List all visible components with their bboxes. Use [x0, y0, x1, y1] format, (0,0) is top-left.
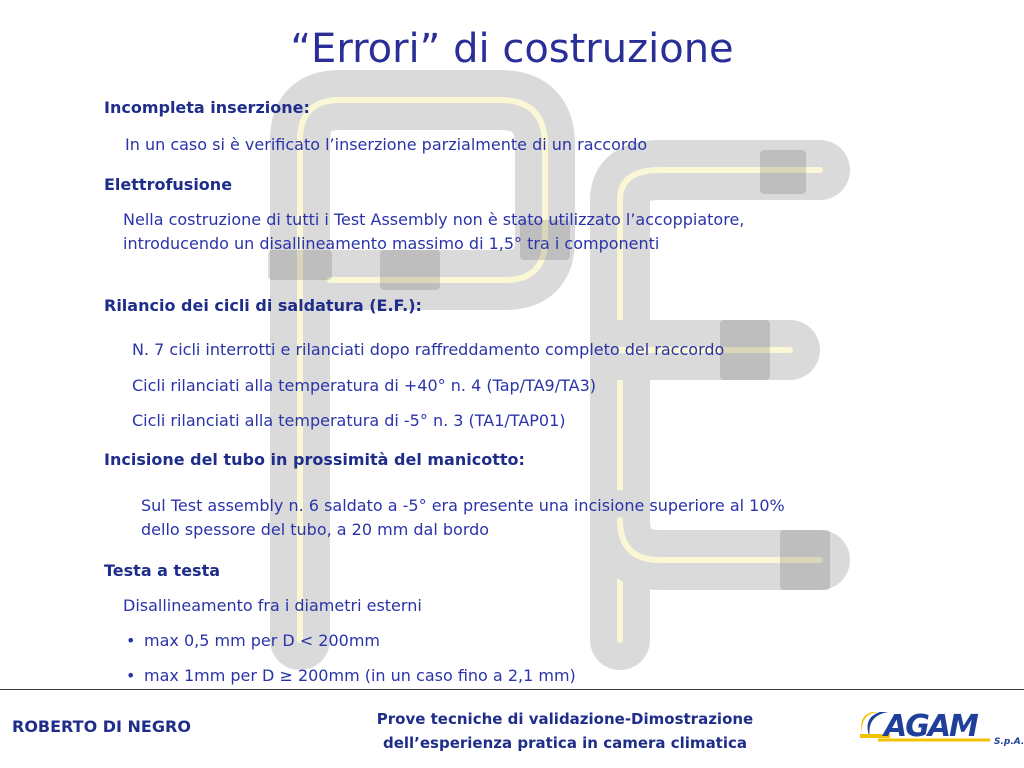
bullet-text: max 0,5 mm per D < 200mm [144, 631, 381, 650]
bullet-text: max 1mm per D ≥ 200mm (in un caso fino a 2,1 mm) [144, 666, 576, 685]
bullet-dot-icon: • [126, 666, 136, 685]
footer-author: ROBERTO DI NEGRO [12, 717, 191, 736]
list-item: N. 7 cicli interrotti e rilanciati dopo raffreddamento completo del raccordo [132, 340, 725, 359]
svg-text:S.p.A.: S.p.A. [994, 737, 1024, 747]
agam-logo [858, 704, 1024, 748]
footer-caption-line: Prove tecniche di validazione-Dimostrazione [376, 710, 754, 728]
bullet-item [126, 666, 576, 685]
footer-caption [290, 707, 840, 755]
section-heading-elettrofusione: Elettrofusione [104, 175, 233, 194]
slide-title: “Errori” di costruzione [290, 26, 734, 72]
section-text: Disallineamento fra i diametri esterni [123, 596, 422, 615]
bullet-dot-icon: • [126, 631, 136, 650]
section-heading-incisione-tubo: Incisione del tubo in prossimità del manicotto: [104, 450, 525, 469]
footer-divider [0, 689, 1024, 690]
bullet-item [126, 631, 380, 650]
footer-caption-line: dell’esperienza pratica in camera climatica [382, 734, 748, 752]
list-item: Cicli rilanciati alla temperatura di +40° n. 4 (Tap/TA9/TA3) [132, 376, 596, 395]
section-text: In un caso si è verificato l’inserzione parzialmente di un raccordo [125, 135, 648, 154]
section-heading-incompleta-inserzione: Incompleta inserzione: [104, 98, 310, 117]
svg-text:AGAM: AGAM [884, 709, 977, 744]
section-heading-testa-a-testa: Testa a testa [104, 561, 221, 580]
section-text: Sul Test assembly n. 6 saldato a -5° era presente una incisione superiore al 10% dello spessore del tubo, a 20 mm dal bordo [141, 496, 785, 539]
section-heading-rilancio-cicli: Rilancio dei cicli di saldatura (E.F.): [104, 296, 422, 315]
list-item: Cicli rilanciati alla temperatura di -5° n. 3 (TA1/TAP01) [132, 411, 566, 430]
section-text: Nella costruzione di tutti i Test Assembly non è stato utilizzato l’accoppiatore, introducendo un disallineamento massimo di 1,5° tra i componenti [123, 210, 745, 253]
